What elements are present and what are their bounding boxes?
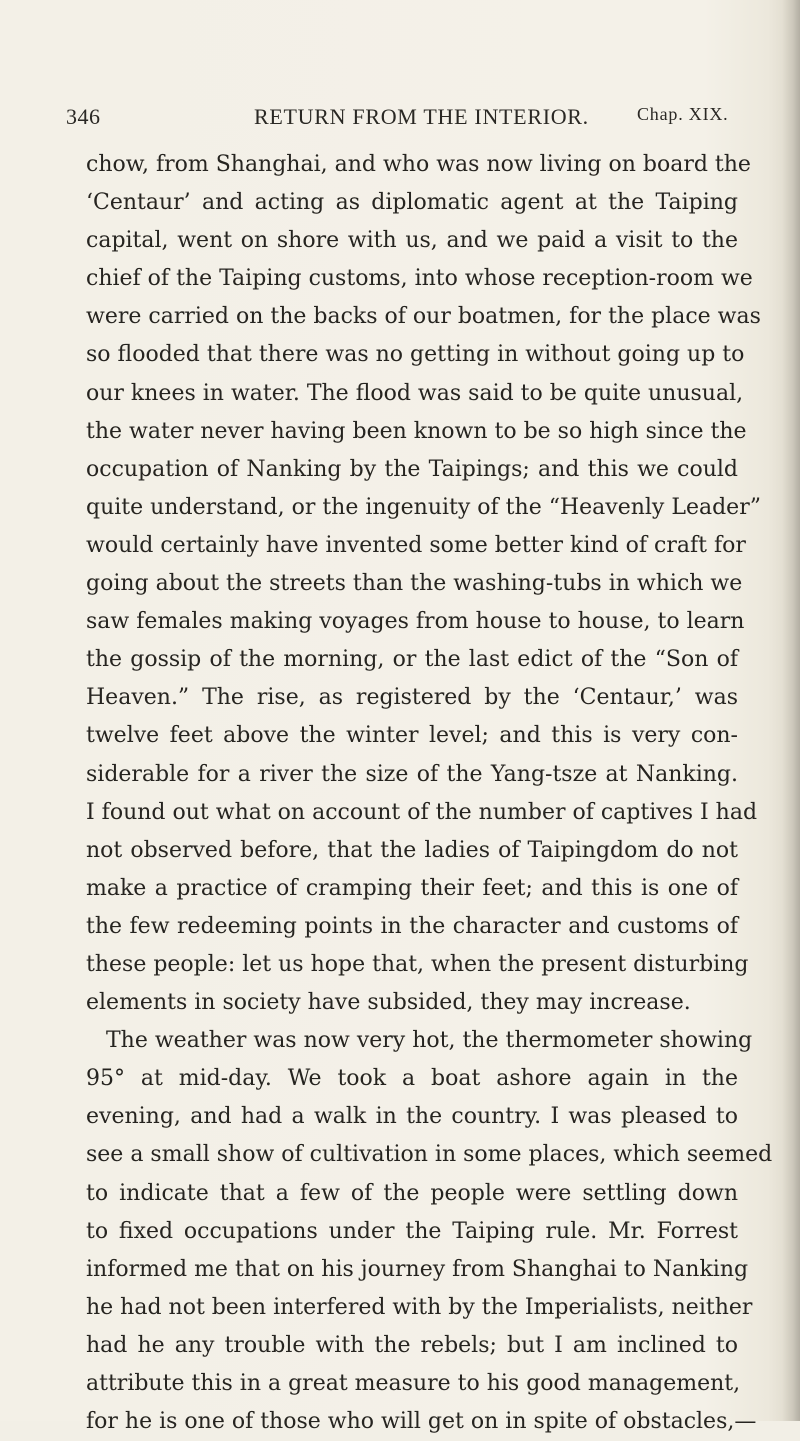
text-line: 95° at mid-day. We took a boat ashore again in the (86, 1066, 738, 1092)
text-line: the gossip of the morning, or the last edict of the “Son of (86, 647, 738, 673)
text-line: make a practice of cramping their feet; and this is one of (86, 875, 738, 901)
text-line: see a small show of cultivation in some places, which seemed (86, 1142, 773, 1168)
text-line: I found out what on account of the number of captives I had (86, 799, 758, 825)
text-line: twelve feet above the winter level; and this is very con- (86, 723, 738, 749)
text-line: siderable for a river the size of the Yang-tsze at Nanking. (86, 761, 738, 787)
text-line: to indicate that a few of the people were settling down (86, 1180, 738, 1206)
text-line: attribute this in a great measure to his good management, (86, 1371, 741, 1396)
text-line: quite understand, or the ingenuity of the “Heavenly Leader” (86, 494, 761, 520)
page-number: 346 (66, 104, 101, 129)
text-line: had he any trouble with the rebels; but I am inclined to (86, 1332, 738, 1358)
text-line: chow, from Shanghai, and who was now living on board the (86, 152, 751, 177)
text-line: occupation of Nanking by the Taipings; and this we could (86, 456, 738, 482)
text-line: the few redeeming points in the character and customs of (86, 913, 738, 939)
text-line: elements in society have subsided, they may increase. (86, 990, 691, 1016)
running-head (0, 104, 800, 134)
text-line: the water never having been known to be so high since the (86, 418, 747, 444)
text-line: informed me that on his journey from Shanghai to Nanking (86, 1256, 749, 1282)
text-line: evening, and had a walk in the country. I was pleased to (86, 1104, 738, 1130)
text-line: Heaven.” The rise, as registered by the ‘Centaur,’ was (86, 685, 738, 711)
running-title: RETURN FROM THE INTERIOR. (254, 104, 589, 129)
chapter-label: Chap. XIX. (637, 104, 729, 124)
page-edge-shadow (782, 0, 800, 1421)
text-line: for he is one of those who will get on in spite of obstacles,— (86, 1409, 757, 1435)
text-line: not observed before, that the ladies of Taipingdom do not (86, 837, 738, 863)
text-line: capital, went on shore with us, and we paid a visit to the (86, 228, 738, 254)
text-line: our knees in water. The flood was said to be quite unusual, (86, 380, 744, 406)
text-line: saw females making voyages from house to house, to learn (86, 609, 745, 635)
text-line: The weather was now very hot, the thermometer showing (106, 1028, 753, 1054)
text-line: were carried on the backs of our boatmen, for the place was (86, 304, 761, 330)
body-text (86, 146, 773, 1441)
text-line: so flooded that there was no getting in without going up to (86, 342, 745, 368)
text-line: to fixed occupations under the Taiping rule. Mr. Forrest (86, 1218, 738, 1244)
text-line: ‘Centaur’ and acting as diplomatic agent at the Taiping (86, 190, 738, 216)
text-line: would certainly have invented some better kind of craft for (86, 532, 746, 558)
text-line: going about the streets than the washing-tubs in which we (86, 571, 743, 597)
text-line: these people: let us hope that, when the present disturbing (86, 951, 749, 977)
text-line: chief of the Taiping customs, into whose reception-room we (86, 266, 753, 292)
text-line: he had not been interfered with by the Imperialists, neither (86, 1294, 753, 1320)
